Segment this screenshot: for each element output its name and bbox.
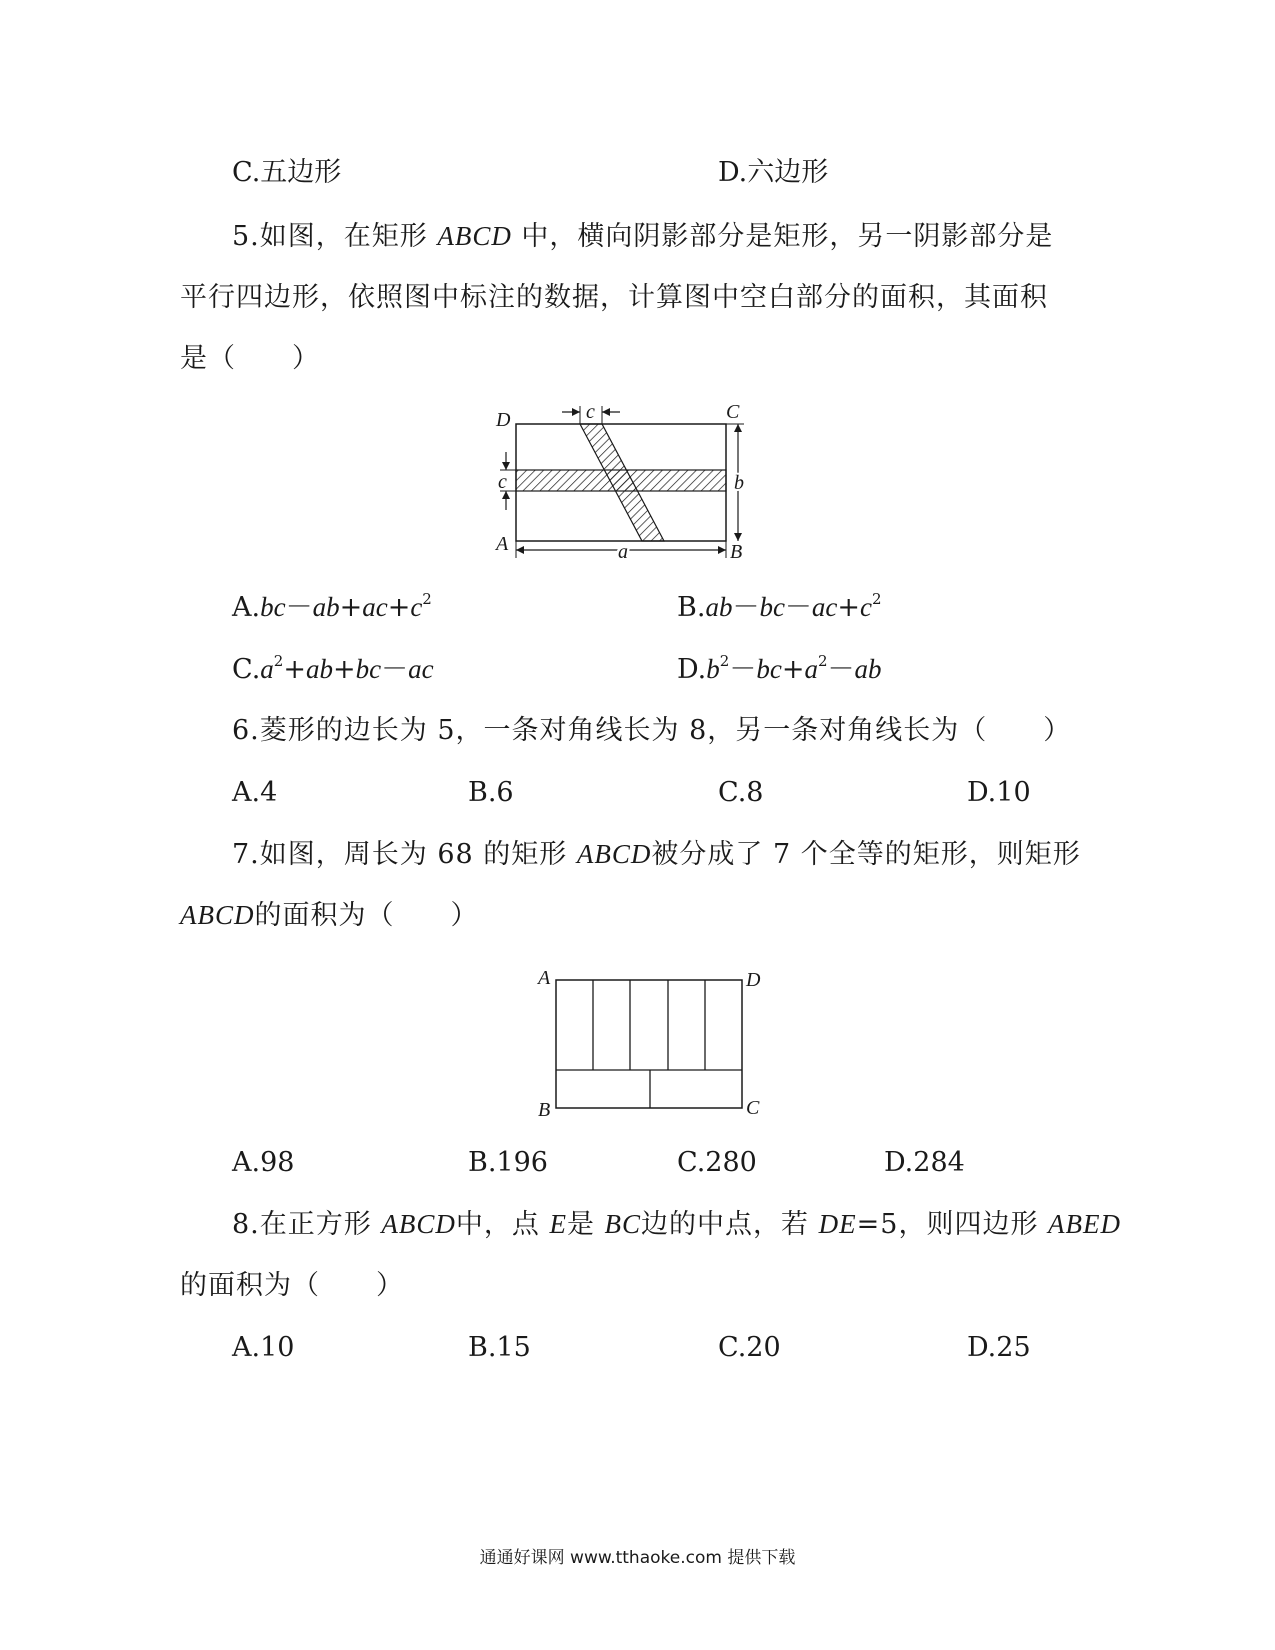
q5-option-d-prefix: D. [677, 654, 707, 685]
q5-option-c-prefix: C. [232, 654, 261, 685]
q4-option-d-text: D.六边形 [718, 157, 829, 188]
q7-option-a [232, 1146, 294, 1180]
q5-option-b-prefix: B. [677, 592, 706, 623]
q5-label-A: A [496, 533, 509, 555]
q7-option-c-text: C.280 [677, 1147, 757, 1178]
q8-option-c-text: C.20 [718, 1332, 781, 1363]
q7-stem-rect-name: ABCD [576, 839, 652, 869]
q5-option-a: $A.bc-ab+ac+c^2$ [232, 590, 432, 623]
q4-option-d [718, 156, 828, 190]
q4-option-c-text: C.五边形 [232, 157, 342, 188]
q5-stem-text-a: 5.如图，在矩形 [232, 221, 438, 252]
q8-text-f: 的面积为（ ） [180, 1270, 404, 1301]
q6-stem-text: 6.菱形的边长为 5，一条对角线长为 8，另一条对角线长为（ ） [232, 715, 1072, 746]
q6-option-b [468, 776, 514, 810]
q5-option-d: $D.b^2-bc+a^2-ab$ [677, 652, 882, 685]
q5-stem-line2 [180, 281, 1048, 315]
q7-outer-rectangle [556, 980, 742, 1108]
q5-stem-rect-name: ABCD [437, 221, 512, 251]
q5-option-a-prefix: A. [232, 592, 261, 623]
q5-stem-line3 [180, 342, 320, 376]
q8-option-a-text: A.10 [232, 1332, 295, 1363]
q6-option-c-text: C.8 [718, 777, 764, 808]
q6-option-c [718, 776, 763, 810]
q8-option-b-text: B.15 [468, 1332, 531, 1363]
q5-label-B: B [730, 541, 743, 563]
q7-stem-line2 [180, 898, 479, 933]
q8-quad-name: ABED [1048, 1209, 1122, 1239]
q8-option-d-text: D.25 [967, 1332, 1031, 1363]
q7-label-C: C [746, 1097, 760, 1119]
q7-label-B: B [538, 1099, 551, 1121]
q8-segment-de: DE [818, 1209, 857, 1239]
q8-option-d [967, 1331, 1031, 1365]
q5-label-C: C [726, 401, 740, 423]
q8-text-a: 8.在正方形 [232, 1209, 382, 1240]
q5-label-a: a [618, 541, 628, 563]
q7-option-a-text: A.98 [232, 1147, 295, 1178]
q7-option-b [468, 1146, 548, 1180]
q5-option-c: $C.a^2+ab+bc-ac$ [232, 652, 434, 685]
q5-label-c-left: c [498, 471, 507, 493]
q5-stem-text-c: 平行四边形，依照图中标注的数据，计算图中空白部分的面积，其面积 [180, 282, 1048, 313]
q7-figure [530, 962, 770, 1122]
q6-option-a-text: A.4 [232, 777, 278, 808]
q7-label-A: A [538, 967, 551, 989]
q4-option-c [232, 156, 341, 190]
q7-option-d-text: D.284 [884, 1147, 965, 1178]
q7-option-c [677, 1146, 757, 1180]
q6-option-d-text: D.10 [967, 777, 1031, 808]
q5-stem-line1 [232, 219, 1053, 254]
q6-option-d [967, 776, 1031, 810]
q8-option-a [232, 1331, 294, 1365]
q8-text-c: 是 [566, 1209, 605, 1240]
q6-stem [232, 714, 1071, 748]
q8-option-c [718, 1331, 781, 1365]
q5-label-D: D [496, 409, 511, 431]
q7-stem-text-a: 7.如图，周长为 68 的矩形 [232, 839, 577, 870]
q8-stem-line1 [232, 1207, 1121, 1242]
q5-stem-text-b: 中，横向阴影部分是矩形，另一阴影部分是 [511, 221, 1054, 252]
q8-stem-line2 [180, 1269, 404, 1303]
q8-text-b: 中，点 [455, 1209, 550, 1240]
page-footer [0, 1543, 1275, 1568]
q8-text-d: 边的中点，若 [641, 1209, 819, 1240]
q5-stem-text-d: 是（ ） [180, 343, 320, 374]
q8-text-e: =5，则四边形 [856, 1209, 1049, 1240]
q5-option-b: $B.ab-bc-ac+c^2$ [677, 590, 882, 623]
q7-stem-text-b: 被分成了 7 个全等的矩形，则矩形 [651, 839, 1081, 870]
q6-option-b-text: B.6 [468, 777, 514, 808]
q5-label-b: b [734, 472, 744, 494]
q7-stem-text-c: 的面积为（ ） [254, 900, 479, 931]
footer-text: 通通好课网 www.tthaoke.com 提供下载 [479, 1548, 796, 1568]
q7-option-d [884, 1146, 965, 1180]
q8-option-b [468, 1331, 531, 1365]
q5-label-c-top: c [586, 401, 595, 423]
q7-stem-line1 [232, 837, 1081, 872]
q8-point-e: E [549, 1209, 567, 1239]
q7-option-b-text: B.196 [468, 1147, 548, 1178]
q8-side-bc: BC [604, 1209, 642, 1239]
q8-square-name: ABCD [381, 1209, 456, 1239]
q7-stem-rect-name-2: ABCD [180, 900, 255, 930]
q6-option-a [232, 776, 277, 810]
q5-figure [488, 398, 768, 568]
q7-label-D: D [746, 969, 761, 991]
